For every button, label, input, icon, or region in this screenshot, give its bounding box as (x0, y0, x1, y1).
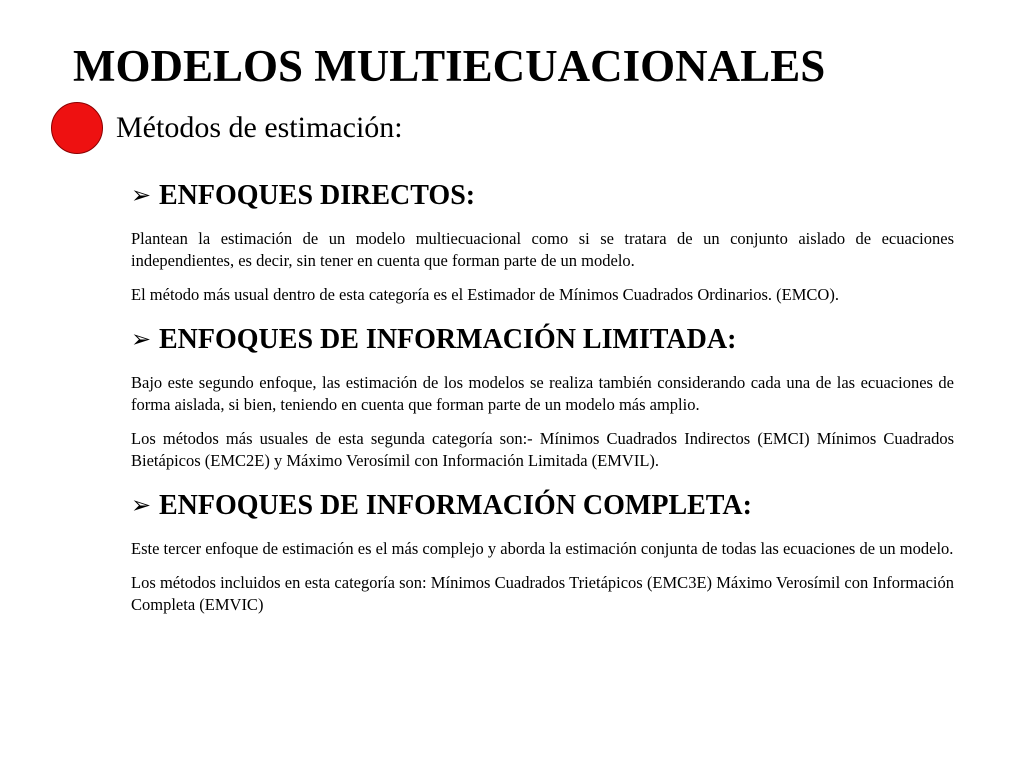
section-heading (131, 174, 954, 218)
section-heading-text: ENFOQUES DIRECTOS: (159, 180, 476, 211)
section-heading-text: ENFOQUES DE INFORMACIÓN LIMITADA: (159, 324, 737, 355)
section-informacion-limitada (131, 318, 954, 472)
section-heading-text: ENFOQUES DE INFORMACIÓN COMPLETA: (159, 490, 752, 521)
arrow-bullet-icon: ➢ (131, 327, 152, 353)
paragraph: El método más usual dentro de esta categoría es el Estimador de Mínimos Cuadrados Ordinarios. (EMCO). (131, 285, 839, 304)
paragraph: Bajo este segundo enfoque, las estimación de los modelos se realiza también considerando cada una de las ecuaciones de forma aislada, si bien, teniendo en cuenta que forman parte de un modelo más amplio. (131, 373, 954, 414)
content-body (131, 174, 954, 616)
paragraph: Los métodos más usuales de esta segunda categoría son:- Mínimos Cuadrados Indirectos (EMCI) Mínimos Cuadrados Bietápicos (EMC2E) y Máximo Verosímil con Información Limitada (EMVIL). (131, 429, 954, 470)
paragraph: Plantean la estimación de un modelo multiecuacional como si se tratara de un conjunto aislado de ecuaciones independientes, es decir, sin tener en cuenta que forman parte de un modelo. (131, 229, 954, 270)
section-enfoques-directos (131, 174, 954, 306)
red-circle-bullet-icon (51, 102, 103, 154)
arrow-bullet-icon: ➢ (131, 493, 152, 519)
section-heading (131, 484, 954, 528)
paragraph: Los métodos incluidos en esta categoría son: Mínimos Cuadrados Trietápicos (EMC3E) Máximo Verosímil con Información Completa (EMVIC) (131, 573, 954, 614)
slide-title: MODELOS MULTIECUACIONALES (73, 41, 826, 91)
arrow-bullet-icon: ➢ (131, 183, 152, 209)
paragraph: Este tercer enfoque de estimación es el más complejo y aborda la estimación conjunta de todas las ecuaciones de un modelo. (131, 539, 954, 558)
subtitle: Métodos de estimación: (116, 111, 403, 144)
subtitle-row (51, 100, 403, 156)
section-informacion-completa (131, 484, 954, 616)
section-heading (131, 318, 954, 362)
